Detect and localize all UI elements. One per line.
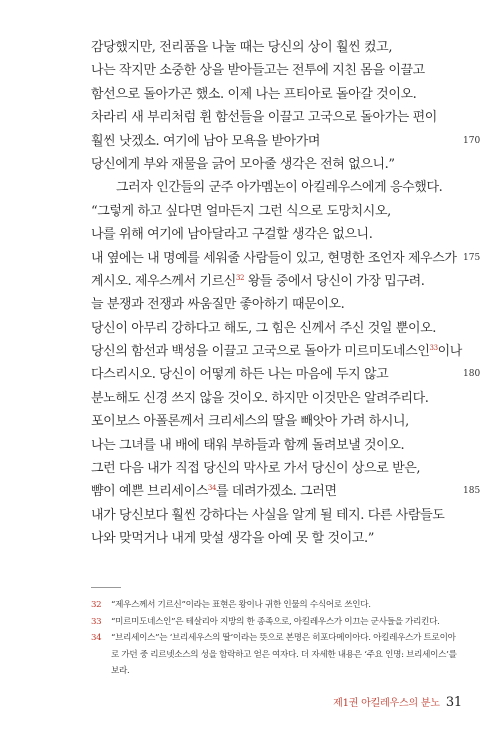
line-number: 175 [463, 252, 481, 263]
verse-line [91, 59, 471, 82]
verse-line [91, 480, 481, 503]
verse-text: 나는 그녀를 내 배에 태워 부하들과 함께 돌려보낼 것이오. [91, 437, 405, 453]
verse-text: 훨씬 낫겠소. 여기에 남아 모욕을 받아가며 [91, 133, 321, 149]
footnote-marker: 34 [207, 484, 216, 493]
line-number: 185 [463, 486, 481, 497]
verse-line [91, 200, 471, 223]
footnote-marker: 32 [235, 273, 245, 282]
footnote-number: 33 [91, 616, 102, 627]
verse-text: 늘 분쟁과 전쟁과 싸움질만 좋아하기 때문이오. [91, 297, 345, 313]
verse-line [91, 130, 481, 153]
verse-line [91, 293, 471, 316]
footnote-number: 34 [91, 633, 102, 643]
verse-text: 포이보스 아폴론께서 크리세스의 딸을 빼앗아 가려 하시니, [91, 414, 409, 430]
verse-text: 나는 작지만 소중한 상을 받아들고는 전투에 지친 몸을 이끌고 [91, 63, 425, 79]
verse-text: 이나 [437, 344, 462, 360]
verse-line [91, 247, 481, 270]
footnote-divider [91, 587, 121, 588]
footnote [91, 630, 461, 680]
verse-text: 나를 위해 여기에 남아달라고 구걸할 생각은 없으니. [91, 227, 373, 243]
verse-text: 계시오. 제우스께서 기르신 [91, 273, 236, 289]
footnote [91, 597, 461, 614]
verse-text: “그렇게 하고 싶다면 얼마든지 그런 식으로 도망치시오, [91, 203, 391, 219]
verse-line [91, 153, 471, 176]
verse-text: 감당했지만, 전리품을 나눌 때는 당신의 상이 훨씬 컸고, [91, 40, 393, 55]
verse-text: 그런 다음 내가 직접 당신의 막사로 가서 당신이 상으로 받은, [91, 461, 421, 477]
verse-text: 내 옆에는 내 명예를 세워줄 사람들이 있고, 현명한 조언자 제우스가 [91, 250, 457, 266]
running-header-chapter: 제1권 아킬레우스의 분노 [333, 698, 440, 709]
footnote [91, 614, 461, 631]
verse-line [91, 36, 471, 59]
verse-text: 함선으로 돌아가곤 했소. 이제 나는 프티아로 돌아갈 것이오. [91, 86, 417, 102]
verse-line [91, 317, 471, 340]
verse-text: 분노해도 신경 쓰지 않을 것이오. 하지만 이것만은 알려주리다. [91, 390, 429, 406]
verse-line [91, 504, 471, 527]
footnotes [91, 597, 461, 680]
verse-text: 당신이 아무리 강하다고 해도, 그 힘은 신께서 주신 것일 뿐이오. [91, 320, 437, 336]
verse-line [91, 223, 471, 246]
verse-text: 내가 당신보다 훨씬 강하다는 사실을 알게 될 테지. 다른 사람들도 [91, 507, 445, 523]
page-footer [333, 694, 462, 710]
verse-line [91, 434, 471, 457]
verse-text: 뺨이 예쁜 브리세이스 [91, 484, 208, 500]
verse-line [91, 527, 471, 550]
verse-line [91, 457, 471, 480]
footnote-text: “제우스께서 기르신”이라는 표현은 왕이나 귀한 인물의 수식어로 쓰인다. [111, 600, 371, 610]
verse-line [91, 83, 471, 106]
verse-line [91, 270, 471, 293]
page-number: 31 [445, 695, 462, 710]
verse-line [91, 340, 471, 363]
verse-line [91, 387, 471, 410]
verse-line [91, 106, 471, 129]
poem-body [91, 36, 481, 551]
footnote-marker: 33 [429, 344, 438, 353]
verse-line [91, 410, 471, 433]
verse-text: 다스리시오. 당신이 어떻게 하든 나는 마음에 두지 않고 [91, 367, 389, 383]
line-number: 170 [463, 135, 481, 146]
footnote-text: “미르미도네스인”은 테살리아 지방의 한 종족으로, 아킬레우스가 이끄는 군사들을 가리킨다. [111, 616, 440, 627]
verse-line [91, 363, 481, 386]
verse-text: 당신의 함선과 백성을 이끌고 고국으로 돌아가 미르미도네스인 [91, 344, 430, 360]
footnote-text: “브리세이스”는 ‘브리세우스의 딸’이라는 뜻으로 본명은 히포다메이아다. 아킬레우스가 트로이아로 가던 중 리르넷소스의 성을 함락하고 얻은 여자다. 더 자세한 내용은 ‘주요 인명: 브리세이스’를 보라. [111, 633, 457, 676]
verse-text: 왕들 중에서 당신이 가장 밉구려. [244, 273, 425, 289]
verse-text: 당신에게 부와 재물을 긁어 모아줄 생각은 전혀 없으니.” [91, 156, 395, 172]
line-number: 180 [463, 369, 481, 380]
footnote-number: 32 [91, 600, 102, 610]
verse-text: 를 데려가겠소. 그러면 [216, 484, 337, 500]
verse-text: 그러자 인간들의 군주 아가멤논이 아킬레우스에게 응수했다. [116, 180, 443, 196]
verse-text: 차라리 새 부리처럼 휜 함선들을 이끌고 고국으로 돌아가는 편이 [91, 110, 437, 126]
verse-text: 나와 맞먹거나 내게 맞설 생각을 아예 못 할 것이고.” [91, 531, 374, 547]
verse-line [91, 176, 471, 199]
